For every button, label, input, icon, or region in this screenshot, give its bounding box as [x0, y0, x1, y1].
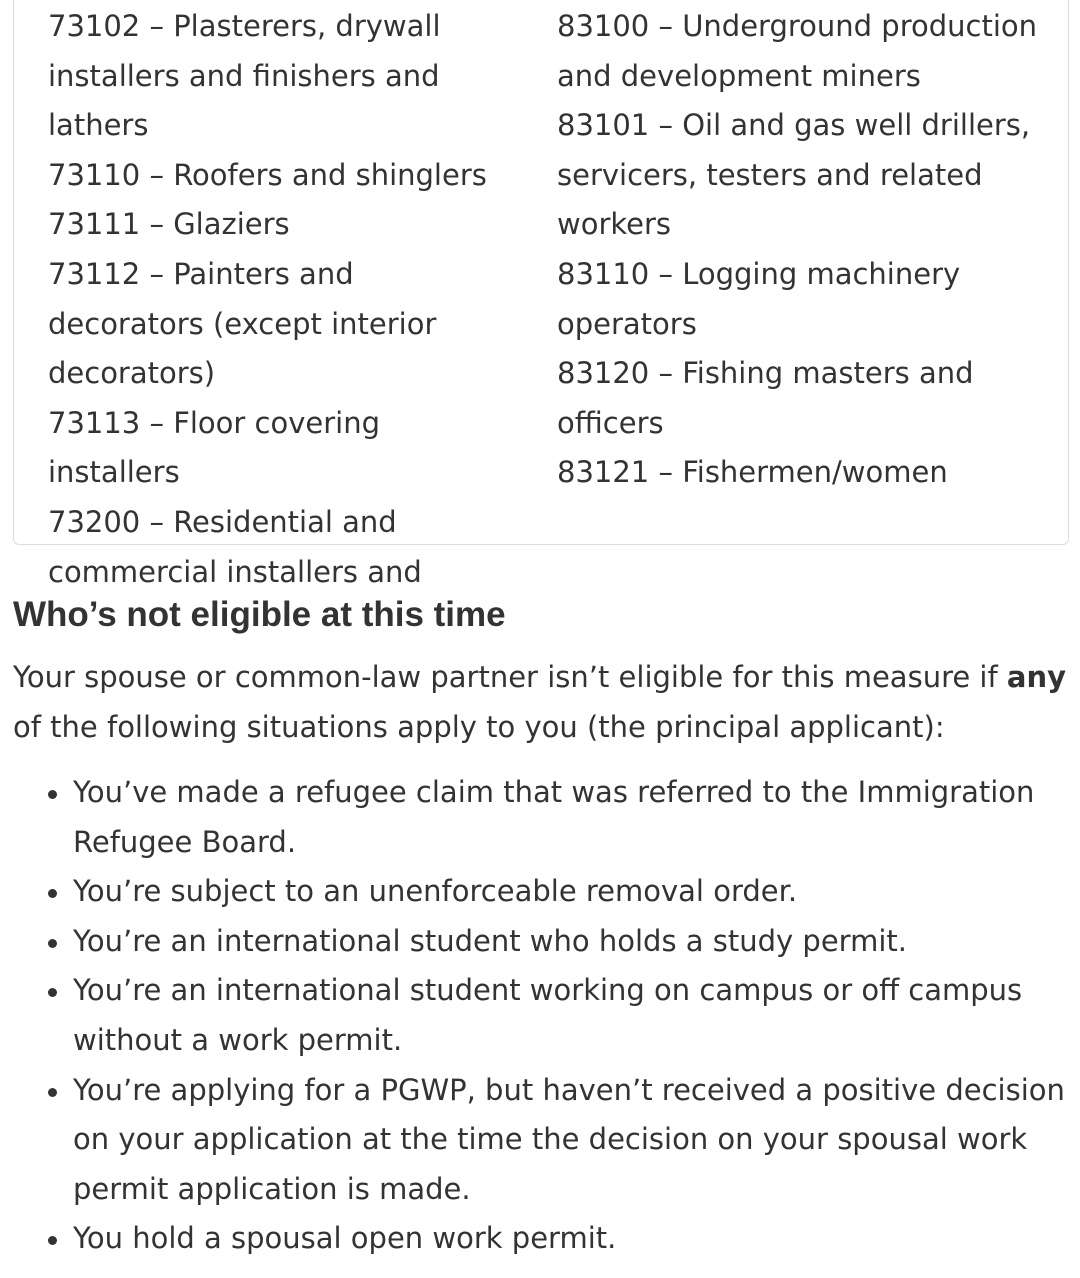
occupation-item: 73200 – Residential and commercial installers and — [48, 504, 422, 589]
occupation-column-right — [557, 2, 1047, 498]
intro-paragraph — [13, 653, 1073, 752]
intro-emphasis: any — [1006, 660, 1067, 694]
list-item-text: You’re applying for a PGWP, but haven’t received a positive decision on your application at the time the decision on your spousal work permit application is made. — [73, 1072, 1065, 1206]
occupation-column-left — [48, 2, 518, 597]
list-item — [73, 867, 1068, 917]
bullet-icon — [48, 1236, 57, 1245]
occupation-item: 73102 – Plasterers, drywall installers and finishers and lathers — [48, 9, 441, 143]
bullet-icon — [48, 889, 57, 898]
occupation-item: 83121 – Fishermen/women — [557, 455, 948, 490]
occupation-item: 83110 – Logging machinery operators — [557, 256, 961, 341]
bullet-icon — [48, 988, 57, 997]
intro-text-end: of the following situations apply to you (the principal applicant): — [13, 709, 945, 744]
list-item — [73, 966, 1068, 1065]
list-item-text: You hold a spousal open work permit. — [73, 1221, 617, 1256]
ineligibility-list — [73, 768, 1068, 1264]
occupation-item: 83100 – Underground production and development miners — [557, 9, 1038, 93]
list-item — [73, 1214, 1068, 1264]
list-item-text: You’re an international student working on campus or off campus without a work permit. — [73, 973, 1023, 1057]
list-item-text: You’re an international student who holds a study permit. — [73, 923, 907, 958]
list-item-text: You’re subject to an unenforceable removal order. — [73, 874, 798, 909]
list-item — [73, 917, 1068, 967]
list-item-text: You’ve made a refugee claim that was referred to the Immigration Refugee Board. — [73, 775, 1035, 859]
occupation-item: 73113 – Floor covering installers — [48, 405, 381, 490]
bullet-icon — [48, 790, 57, 799]
bullet-icon — [48, 1088, 57, 1097]
list-item — [73, 768, 1068, 867]
intro-text-start: Your spouse or common-law partner isn’t eligible for this measure if — [13, 660, 1007, 694]
section-heading: Who’s not eligible at this time — [13, 595, 506, 634]
bullet-icon — [48, 939, 57, 948]
list-item — [73, 1066, 1068, 1215]
occupation-item: 83120 – Fishing masters and officers — [557, 356, 974, 440]
occupation-item: 83101 – Oil and gas well drillers, servicers, testers and related workers — [557, 108, 1031, 242]
occupation-item: 73112 – Painters and decorators (except interior decorators) — [48, 256, 437, 391]
occupation-item: 73111 – Glaziers — [48, 207, 290, 242]
occupation-item: 73110 – Roofers and shinglers — [48, 157, 487, 192]
